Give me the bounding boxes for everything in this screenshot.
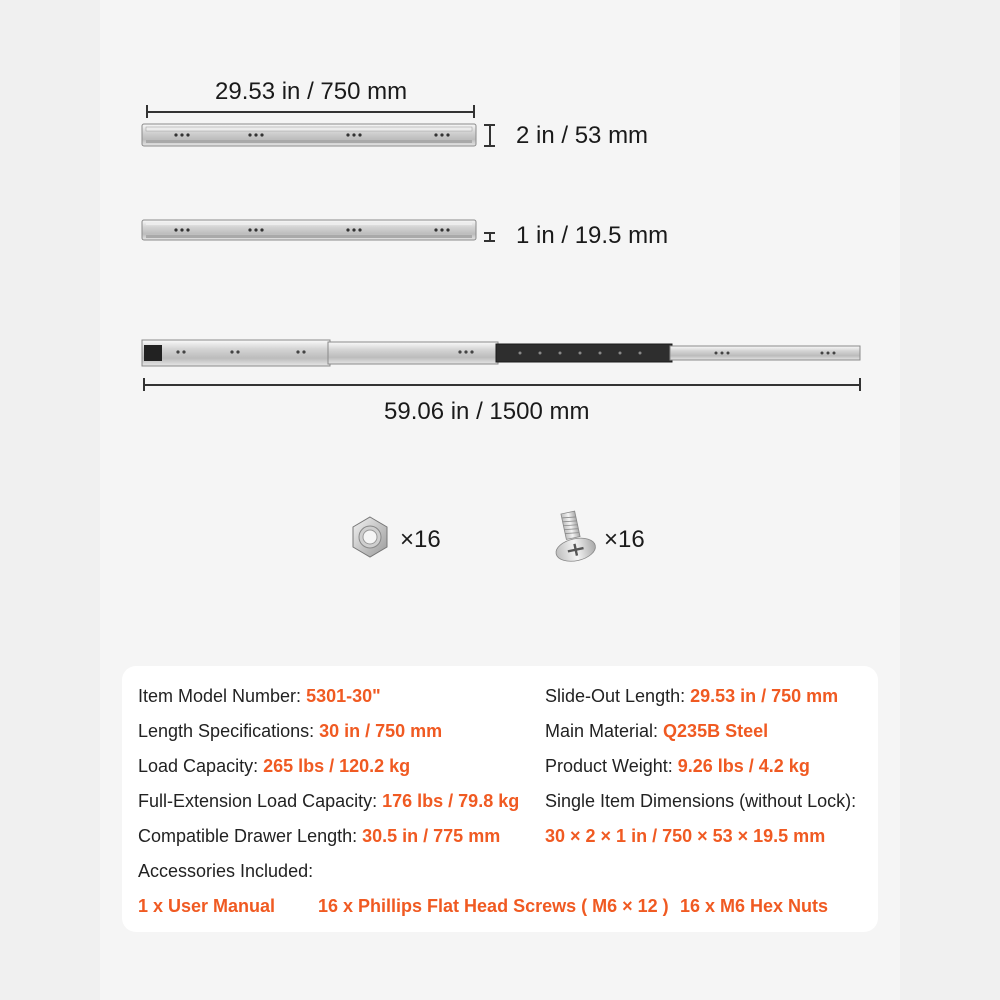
spec-model-number: Item Model Number: 5301-30" (138, 686, 381, 706)
phillips-flat-head-screw-icon (548, 510, 598, 564)
drawer-slide-extended-view (140, 337, 864, 371)
closed-length-label: 29.53 in / 750 mm (215, 78, 408, 105)
drawer-slide-top-view (140, 219, 480, 243)
accessory-hex-nuts: 16 x M6 Hex Nuts (680, 896, 829, 916)
thickness-label: 1 in / 19.5 mm (516, 222, 669, 249)
spec-slide-out-length: Slide-Out Length: 29.53 in / 750 mm (545, 686, 839, 706)
spec-length: Length Specifications: 30 in / 750 mm (138, 721, 443, 741)
extended-length-tick-left (143, 378, 145, 391)
accessories-label: Accessories Included: (138, 861, 314, 881)
drawer-slide-side-view (140, 123, 480, 149)
height-tick-top (484, 124, 495, 126)
thickness-tick-bottom (484, 240, 495, 242)
spec-main-material: Main Material: Q235B Steel (545, 721, 769, 741)
height-tick-bottom (484, 145, 495, 147)
height-label: 2 in / 53 mm (516, 122, 649, 149)
closed-length-dimension-line (146, 111, 474, 113)
screw-count: ×16 (604, 526, 645, 553)
height-dimension-line (489, 124, 491, 147)
extended-length-tick-right (859, 378, 861, 391)
spec-full-extension-load: Full-Extension Load Capacity: 176 lbs / 79.8 kg (138, 791, 520, 811)
accessory-user-manual: 1 x User Manual (138, 896, 276, 916)
spec-load-capacity: Load Capacity: 265 lbs / 120.2 kg (138, 756, 411, 776)
spec-single-item-dimensions-value: 30 × 2 × 1 in / 750 × 53 × 19.5 mm (545, 826, 826, 846)
spec-single-item-dimensions-label: Single Item Dimensions (without Lock): (545, 791, 857, 811)
closed-length-tick-left (146, 105, 148, 118)
extended-length-label: 59.06 in / 1500 mm (384, 398, 590, 425)
nut-count: ×16 (400, 526, 441, 553)
extended-length-dimension-line (143, 384, 860, 386)
thickness-tick-top (484, 232, 495, 234)
hex-nut-icon (348, 515, 392, 559)
spec-product-weight: Product Weight: 9.26 lbs / 4.2 kg (545, 756, 810, 776)
accessory-screws: 16 x Phillips Flat Head Screws ( M6 × 12 ) (318, 896, 669, 916)
spec-compatible-drawer-length: Compatible Drawer Length: 30.5 in / 775 mm (138, 826, 501, 846)
closed-length-tick-right (473, 105, 475, 118)
